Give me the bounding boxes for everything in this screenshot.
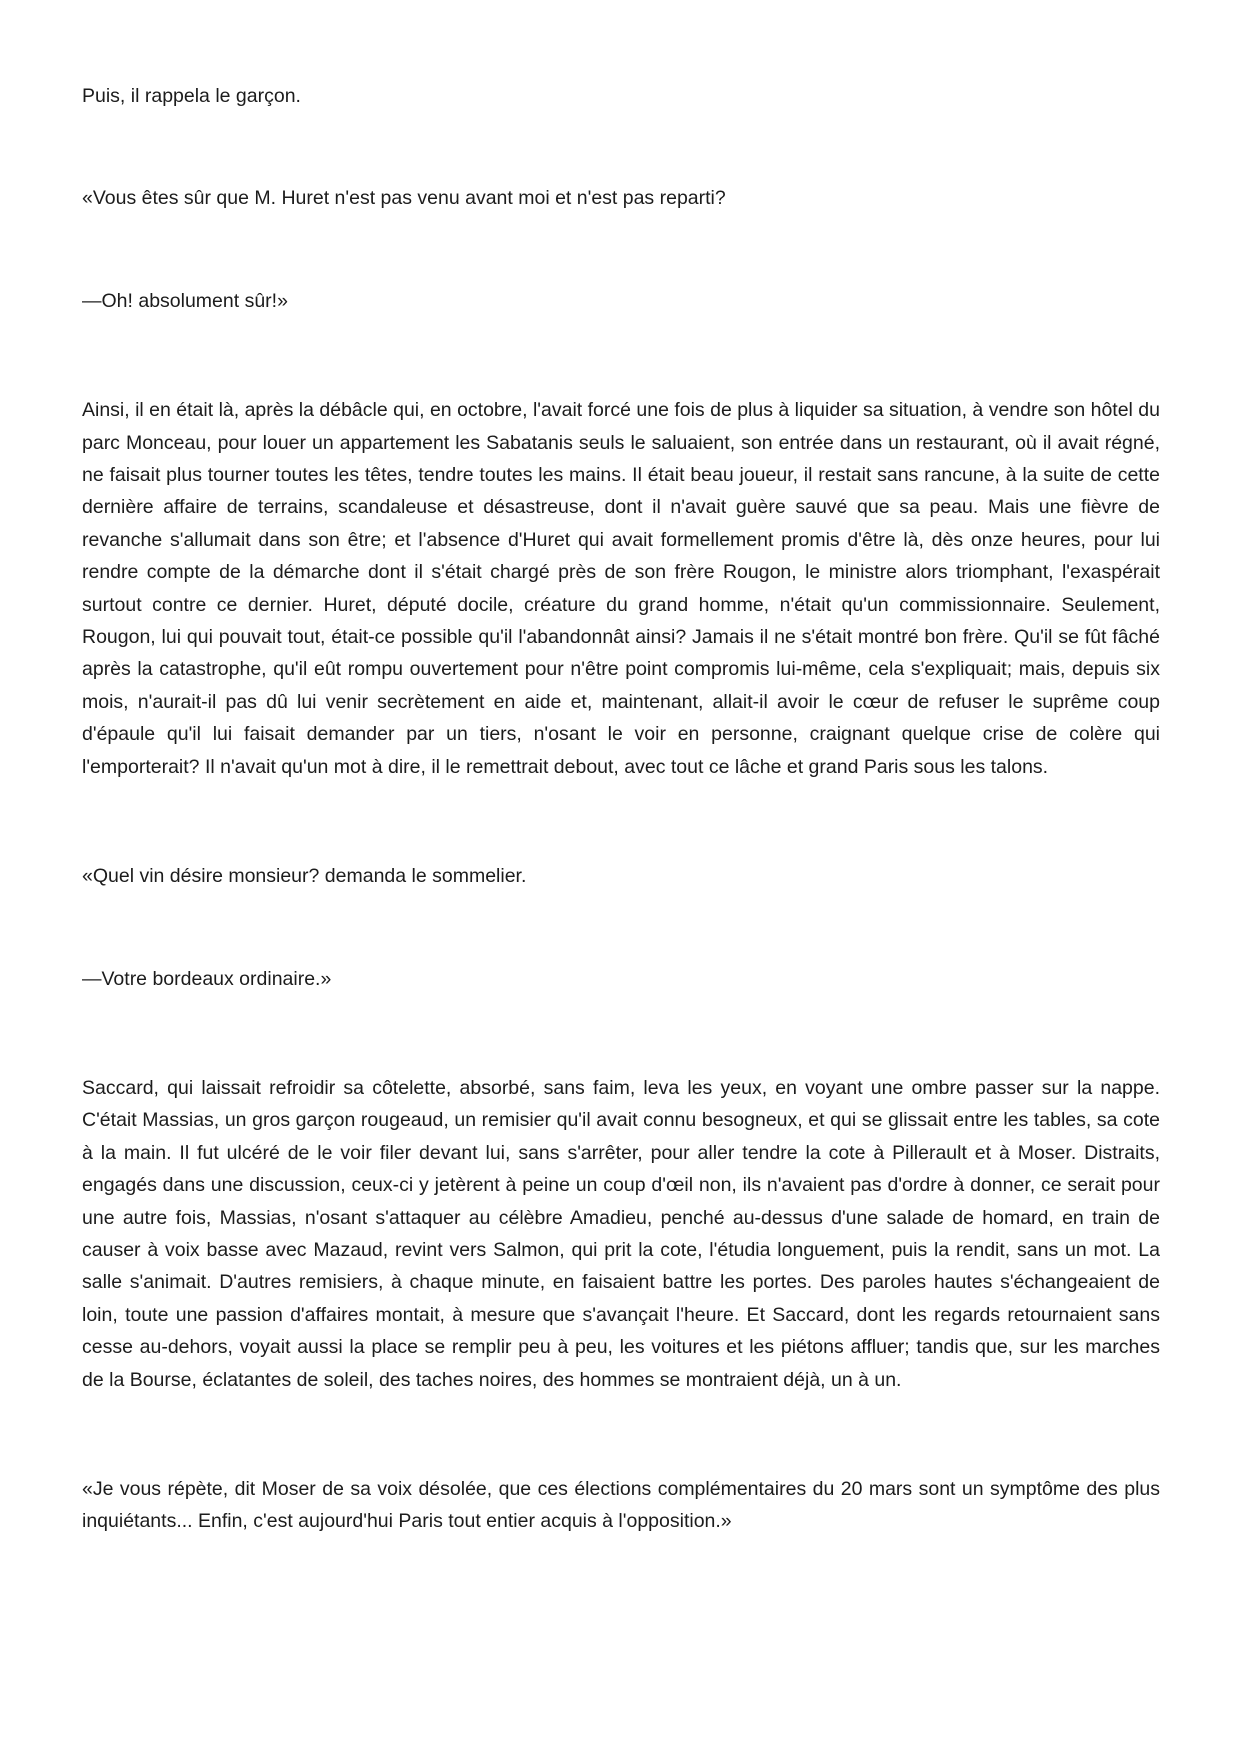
paragraph-narration-2: Ainsi, il en était là, après la débâcle qui, en octobre, l'avait forcé une fois de plus à liquider sa situation, à vendre son hôtel du parc Monceau, pour louer un appartement les Sabatanis seuls le saluaient, son entrée dans un restaurant, où il avait régné, ne faisait plus tourner toutes les têtes, tendre toutes les mains. Il était beau joueur, il restait sans rancune, à la suite de cette dernière affaire de terrains, scandaleuse et désastreuse, dont il n'avait guère sauvé que sa peau. Mais une fièvre de revanche s'allumait dans son être; et l'absence d'Huret qui avait formellement promis d'être là, dès onze heures, pour lui rendre compte de la démarche dont il s'était chargé près de son frère Rougon, le ministre alors triomphant, l'exaspérait surtout contre ce dernier. Huret, député docile, créature du grand homme, n'était qu'un commissionnaire. Seulement, Rougon, lui qui pouvait tout, était-ce possible qu'il l'abandonnât ainsi? Jamais il ne s'était montré bon frère. Qu'il se fût fâché après la catastrophe, qu'il eût rompu ouvertement pour n'être point compromis lui-même, cela s'expliquait; mais, depuis six mois, n'aurait-il pas dû lui venir secrètement en aide et, maintenant, allait-il avoir le cœur de refuser le suprême coup d'épaule qu'il lui faisait demander par un tiers, n'osant le voir en personne, craignant quelque crise de colère qui l'emporterait? Il n'avait qu'un mot à dire, il le remettrait debout, avec tout ce lâche et grand Paris sous les talons. (82, 399, 1160, 778)
paragraph-dialogue-5: «Je vous répète, dit Moser de sa voix désolée, que ces élections complémentaires du 20 mars sont un symptôme des plus inquiétants... Enfin, c'est aujourd'hui Paris tout entier acquis à l'opposition.» (82, 1477, 1160, 1533)
document-page (82, 80, 1160, 1538)
paragraph-dialogue-1: «Vous êtes sûr que M. Huret n'est pas venu avant moi et n'est pas reparti? (82, 187, 726, 210)
paragraph-dialogue-2: —Oh! absolument sûr!» (82, 289, 288, 312)
paragraph-narration-3: Saccard, qui laissait refroidir sa côtelette, absorbé, sans faim, leva les yeux, en voyant une ombre passer sur la nappe. C'était Massias, un gros garçon rougeaud, un remisier qu'il avait connu besogneux, et qui se glissait entre les tables, sa cote à la main. Il fut ulcéré de le voir filer devant lui, sans s'arrêter, pour aller tendre la cote à Pillerault et à Moser. Distraits, engagés dans une discussion, ceux-ci y jetèrent à peine un coup d'œil non, ils n'avaient pas d'ordre à donner, ce serait pour une autre fois, Massias, n'osant s'attaquer au célèbre Amadieu, penché au-dessus d'une salade de homard, en train de causer à voix basse avec Mazaud, revint vers Salmon, qui prit la cote, l'étudia longuement, puis la rendit, sans un mot. La salle s'animait. D'autres remisiers, à chaque minute, en faisaient battre les portes. Des paroles hautes s'échangeaient de loin, toute une passion d'affaires montait, à mesure que s'avançait l'heure. Et Saccard, dont les regards retournaient sans cesse au-dehors, voyait aussi la place se remplir peu à peu, les voitures et les piétons affluer; tandis que, sur les marches de la Bourse, éclatantes de soleil, des taches noires, des hommes se montraient déjà, un à un. (82, 1076, 1160, 1391)
paragraph-dialogue-4: —Votre bordeaux ordinaire.» (82, 967, 332, 990)
paragraph-dialogue-3: «Quel vin désire monsieur? demanda le sommelier. (82, 865, 527, 888)
paragraph-narration-1: Puis, il rappela le garçon. (82, 85, 301, 107)
